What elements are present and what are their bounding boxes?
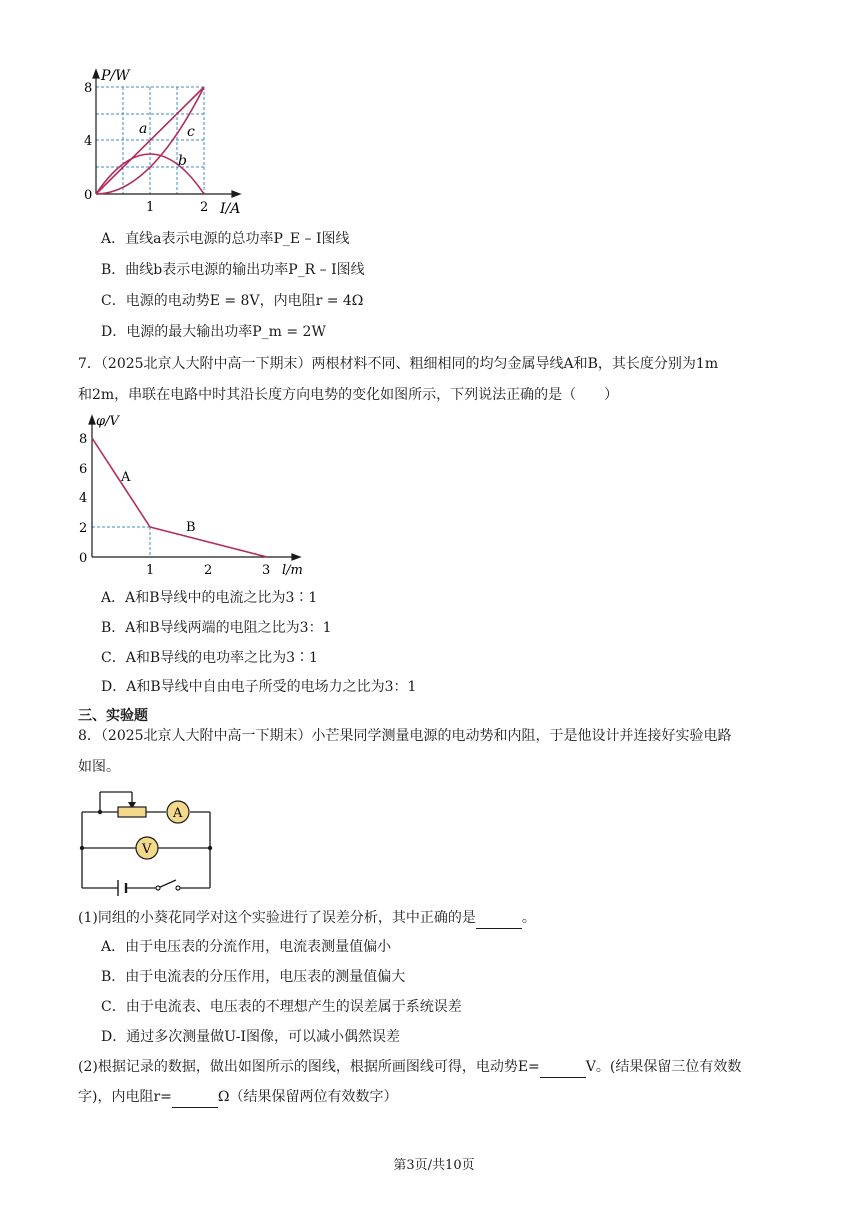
q8-sub1-option-c: C．由于电流表、电压表的不理想产生的误差属于系统误差 [101, 999, 462, 1015]
y-axis-label: P/W [101, 68, 130, 84]
potential-length-graph [74, 408, 314, 580]
switch-contact [176, 886, 180, 890]
q7-stem-line1: 7．（2025北京人大附中高一下期末）两根材料不同、粗细相同的均匀金属导线A和B，其长度分别为1m [78, 356, 719, 372]
segment-label-a: A [121, 470, 131, 485]
rheostat [118, 807, 146, 817]
graph-guides [92, 527, 150, 557]
q7-option-a: A．A和B导线中的电流之比为3∶1 [101, 590, 318, 606]
power-current-graph [78, 66, 248, 220]
q8-sub2-text-c: 字)，内电阻r= [78, 1089, 172, 1105]
q8-sub1-option-d: D．通过多次测量做U-I图像，可以减小偶然误差 [101, 1029, 401, 1045]
q6-option-a: A．直线a表示电源的总功率P_E – I图线 [101, 231, 350, 247]
q8-sub2-line2 [78, 1087, 398, 1108]
segment-b [150, 527, 267, 557]
y-tick: 4 [84, 134, 93, 149]
y-tick: 2 [79, 521, 88, 536]
q6-option-c: C．电源的电动势E = 8V，内电阻r = 4Ω [101, 293, 364, 309]
q8-sub1-text: (1)同组的小葵花同学对这个实验进行了误差分析，其中正确的是 [78, 910, 476, 926]
y-tick: 0 [84, 188, 93, 203]
q8-sub1-option-a: A．由于电压表的分流作用，电流表测量值偏小 [101, 939, 392, 955]
curve-label-a: a [139, 121, 148, 137]
y-tick: 8 [79, 432, 88, 447]
switch-contact [156, 886, 160, 890]
q8-sub1-stem [78, 908, 536, 929]
x-tick: 1 [146, 563, 155, 578]
answer-blank [172, 1087, 218, 1108]
y-tick: 4 [79, 491, 88, 506]
q8-sub2-text-b: V。(结果保留三位有效数 [585, 1059, 742, 1075]
x-axis-label: l/m [282, 563, 303, 578]
curve-label-b: b [178, 153, 187, 169]
x-tick: 2 [204, 563, 213, 578]
section-title: 三、实验题 [78, 708, 148, 724]
q8-sub2-text-a: (2)根据记录的数据，做出如图所示的图线，根据所画图线可得，电动势E= [78, 1059, 540, 1075]
segment-label-b: B [186, 520, 196, 535]
q8-sub2-text-d: Ω（结果保留两位有效数字） [217, 1089, 398, 1105]
voltmeter-label: V [142, 842, 152, 857]
q8-stem-line1: 8．（2025北京人大附中高一下期末）小芒果同学测量电源的电动势和内阻，于是他设计并连接好实验电路 [78, 728, 732, 744]
graph-axes [93, 70, 240, 197]
q7-option-b: B．A和B导线两端的电阻之比为3：1 [101, 620, 332, 636]
q7-stem-line2: 和2m，串联在电路中时其沿长度方向电势的变化如图所示，下列说法正确的是（ ） [78, 387, 619, 403]
answer-blank [540, 1057, 586, 1078]
q6-option-b: B．曲线b表示电源的输出功率P_R – I图线 [101, 262, 365, 278]
x-tick: 2 [200, 200, 209, 215]
y-axis-label: φ/V [96, 414, 119, 429]
y-tick: 6 [79, 462, 88, 477]
x-tick: 3 [262, 563, 271, 578]
y-tick: 8 [84, 81, 93, 96]
ammeter-label: A [173, 806, 183, 821]
q7-option-c: C．A和B导线的电功率之比为3∶1 [101, 650, 318, 666]
q6-option-d: D．电源的最大输出功率P_m = 2W [101, 324, 326, 340]
q8-stem-line2: 如图。 [78, 759, 120, 775]
page-footer: 第3页/共10页 [393, 1158, 475, 1173]
y-tick: 0 [79, 551, 88, 566]
q8-sub1-option-b: B．由于电流表的分压作用，电压表的测量值偏大 [101, 969, 406, 985]
x-axis-label: I/A [220, 201, 241, 217]
x-tick: 1 [146, 200, 155, 215]
curve-label-c: c [187, 124, 195, 140]
answer-blank [476, 908, 522, 929]
q8-sub1-end: 。 [521, 910, 536, 926]
circuit-diagram [78, 784, 218, 894]
q7-option-d: D．A和B导线中自由电子所受的电场力之比为3：1 [101, 679, 417, 695]
q8-sub2-line1 [78, 1057, 741, 1078]
